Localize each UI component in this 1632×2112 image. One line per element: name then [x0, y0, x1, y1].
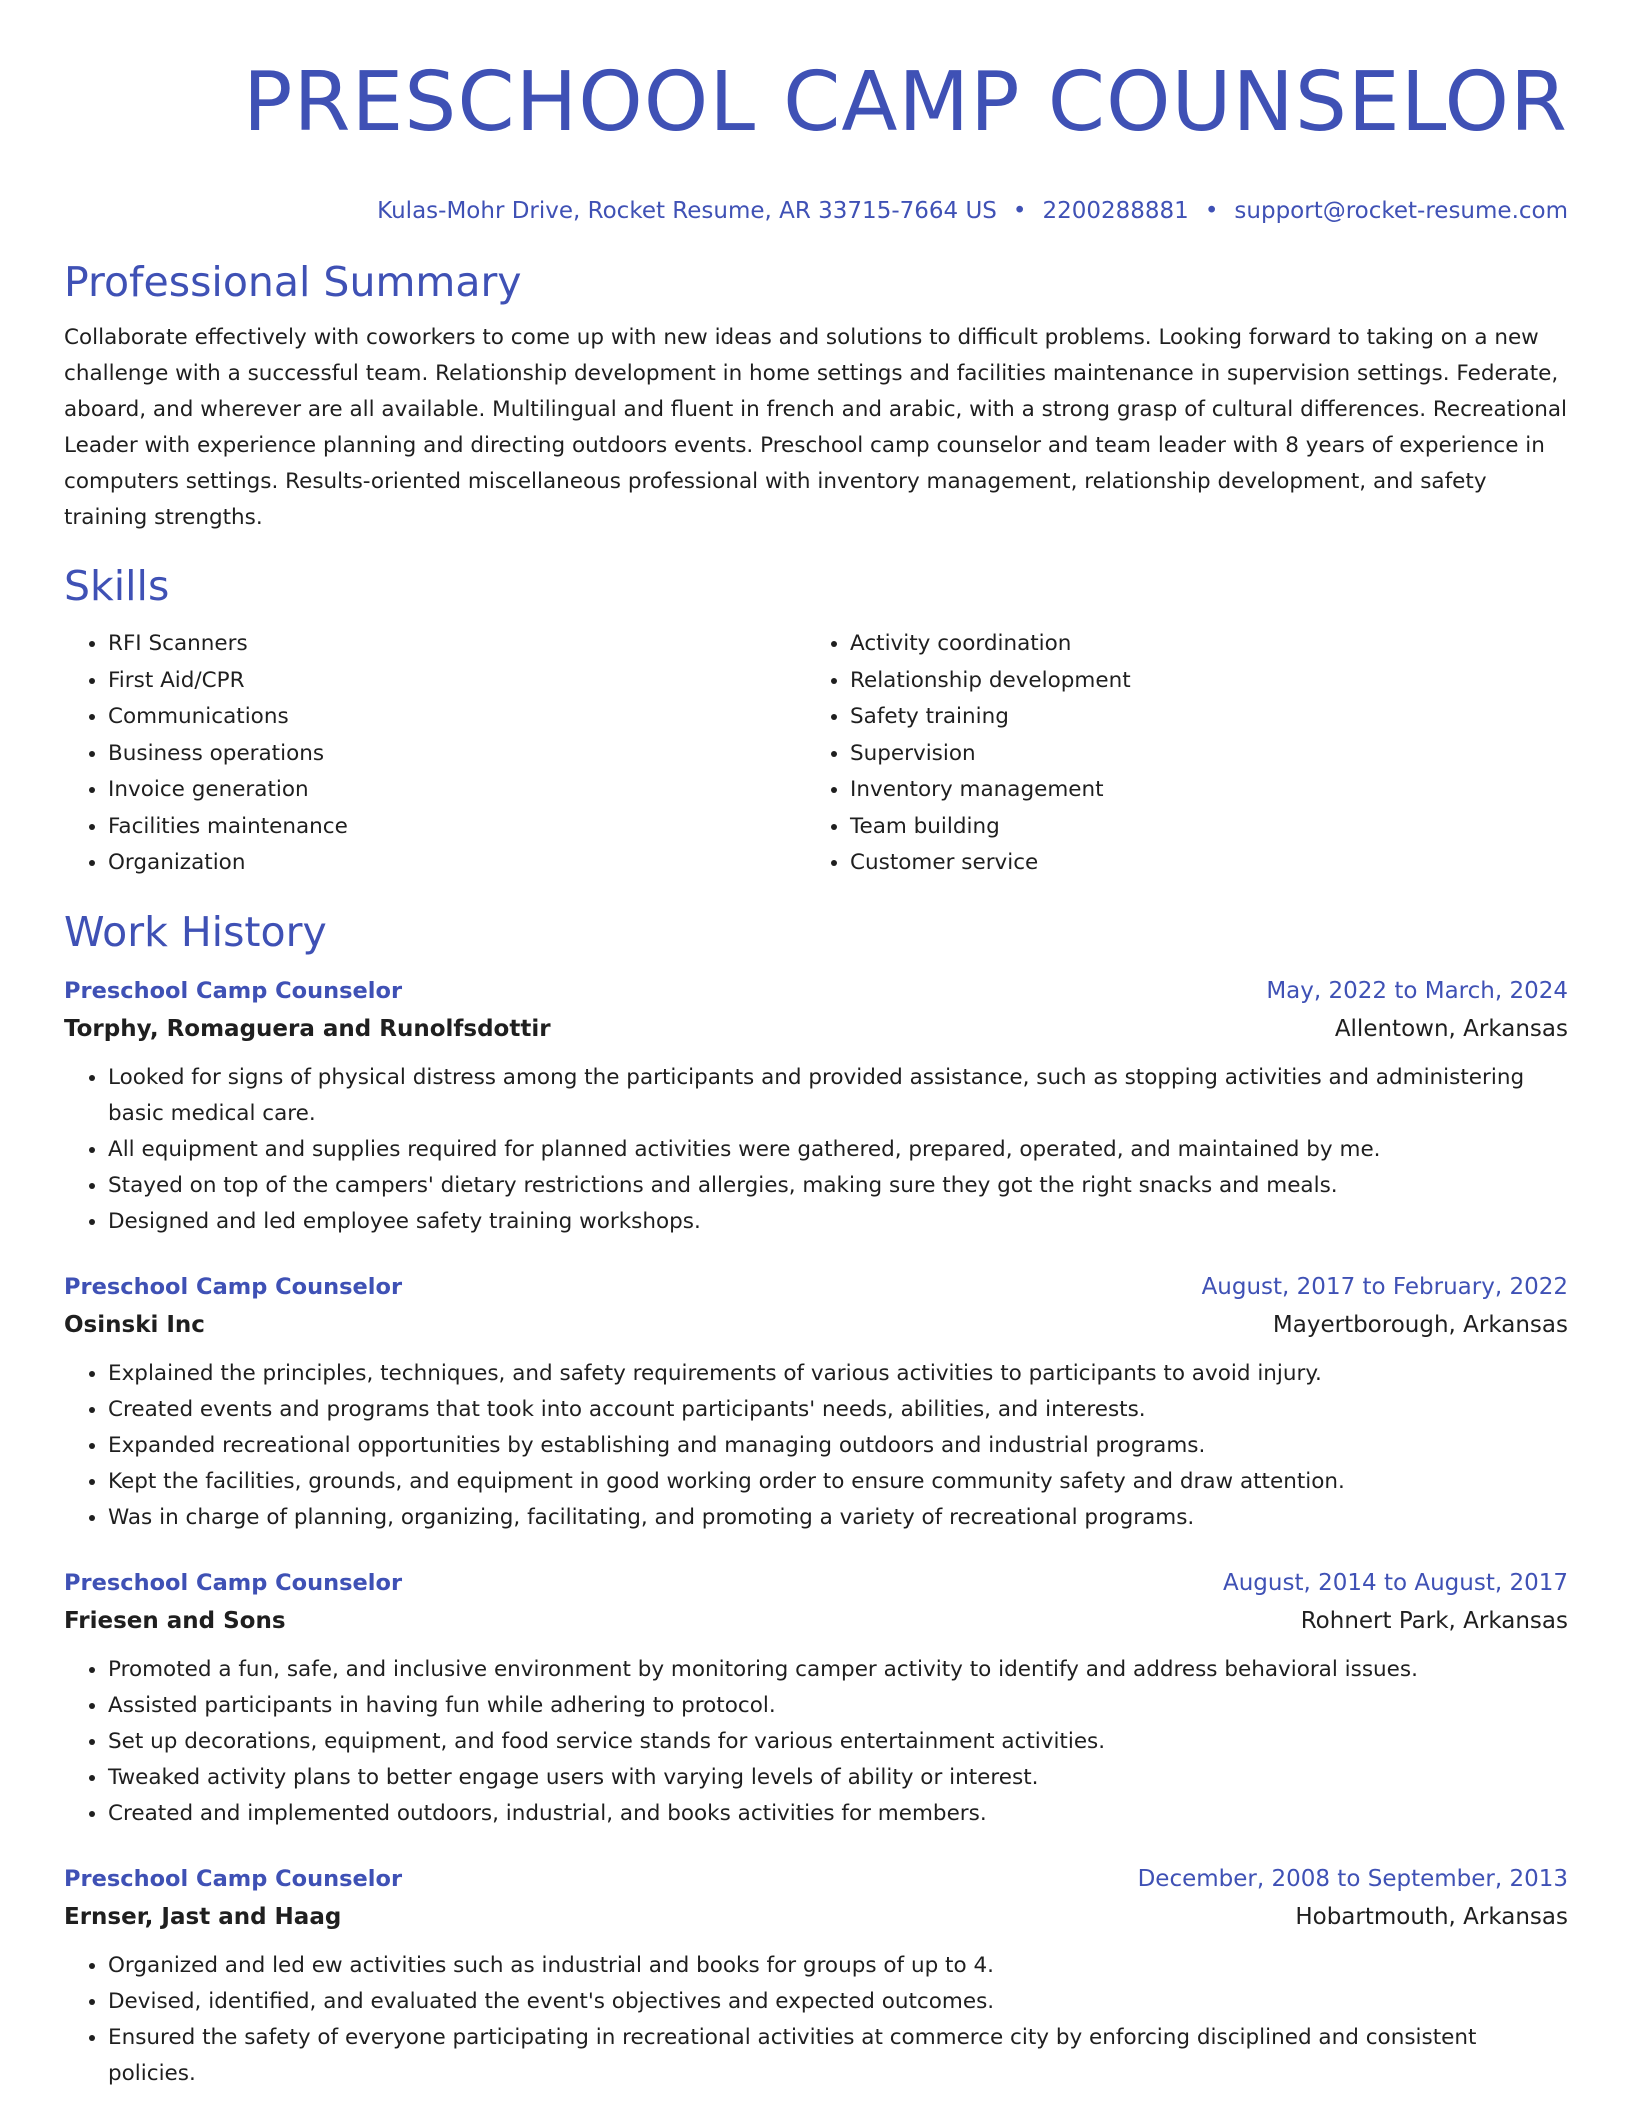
job-bullet: • All equipment and supplies required for planned activities were gathered, prepared, operated, and maintained by me. — [108, 1132, 1568, 1168]
job-bullet: • Organized and led ew activities such as industrial and books for groups of up to 4. — [108, 1948, 1568, 1984]
skill-item: • Invoice generation — [108, 772, 806, 809]
job-title: Preschool Camp Counselor — [64, 977, 403, 1004]
job-location: Mayertborough, Arkansas — [1272, 1311, 1568, 1338]
job-bullets — [64, 1356, 1568, 1536]
job-dates: December, 2008 to September, 2013 — [1137, 1865, 1568, 1892]
skills-list — [64, 626, 1568, 882]
job-entry — [64, 1268, 1568, 1536]
job-company: Friesen and Sons — [64, 1607, 286, 1634]
job-header — [64, 972, 1568, 1010]
skill-item: • Communications — [108, 699, 806, 736]
candidate-name: PRESCHOOL CAMP COUNSELOR — [243, 55, 1568, 150]
job-location: Allentown, Arkansas — [1334, 1015, 1568, 1042]
job-bullets — [64, 1652, 1568, 1832]
job-bullets — [64, 1060, 1568, 1240]
job-bullet: • Kept the facilities, grounds, and equipment in good working order to ensure community safety and draw attention. — [108, 1464, 1568, 1500]
section-title-work-history: Work History — [64, 907, 327, 956]
skill-item: • Inventory management — [850, 772, 1548, 809]
job-subheader — [64, 1306, 1568, 1344]
job-title: Preschool Camp Counselor — [64, 1569, 403, 1596]
job-header — [64, 1564, 1568, 1602]
skill-item: • Organization — [108, 845, 806, 882]
section-title-skills: Skills — [64, 562, 170, 610]
job-company: Torphy, Romaguera and Runolfsdottir — [64, 1015, 551, 1042]
job-bullet: • Was in charge of planning, organizing, facilitating, and promoting a variety of recreational programs. — [108, 1500, 1568, 1536]
job-company: Ernser, Jast and Haag — [64, 1903, 342, 1930]
skill-item: • Facilities maintenance — [108, 809, 806, 846]
job-dates: May, 2022 to March, 2024 — [1266, 977, 1568, 1004]
job-bullet: • Stayed on top of the campers' dietary restrictions and allergies, making sure they got the right snacks and meals. — [108, 1168, 1568, 1204]
skill-item: • Customer service — [850, 845, 1548, 882]
job-entry — [64, 972, 1568, 1240]
job-bullet: • Devised, identified, and evaluated the event's objectives and expected outcomes. — [108, 1984, 1568, 2020]
contact-phone: 2200288881 — [1042, 198, 1189, 224]
job-location: Hobartmouth, Arkansas — [1295, 1903, 1568, 1930]
skill-item: • Supervision — [850, 736, 1548, 773]
skill-item: • Activity coordination — [850, 626, 1548, 663]
job-bullet: • Ensured the safety of everyone participating in recreational activities at commerce city by enforcing disciplined and consistent policies. — [108, 2020, 1568, 2092]
job-bullet: • Tweaked activity plans to better engage users with varying levels of ability or interest. — [108, 1760, 1568, 1796]
section-title-summary: Professional Summary — [64, 258, 522, 306]
job-bullet: • Designed and led employee safety training workshops. — [108, 1204, 1568, 1240]
job-entry — [64, 1564, 1568, 1832]
contact-line — [64, 196, 1568, 226]
skill-item: • RFI Scanners — [108, 626, 806, 663]
skill-item: • Safety training — [850, 699, 1548, 736]
job-subheader — [64, 1898, 1568, 1936]
job-subheader — [64, 1602, 1568, 1640]
job-company: Osinski Inc — [64, 1311, 205, 1338]
skill-item: • Business operations — [108, 736, 806, 773]
job-bullet: • Expanded recreational opportunities by establishing and managing outdoors and industrial programs. — [108, 1428, 1568, 1464]
contact-email[interactable]: support@rocket-resume.com — [1234, 198, 1568, 224]
skill-item: • First Aid/CPR — [108, 663, 806, 700]
contact-separator: • — [1204, 198, 1219, 224]
skills-column-left — [64, 626, 806, 882]
job-header — [64, 1860, 1568, 1898]
job-bullets — [64, 1948, 1568, 2092]
job-location: Rohnert Park, Arkansas — [1300, 1607, 1568, 1634]
summary-text: Collaborate effectively with coworkers to come up with new ideas and solutions to difficult problems. Looking forward to taking on a new challenge with a successful team. Relationship development in home settings and facilities maintenance in supervision settings. Federate, aboard, and wherever are all available. Multilingual and fluent in french and arabic, with a strong grasp of cultural differences. Recreational Leader with experience planning and directing outdoors events. Preschool camp counselor and team leader with 8 years of experience in computers settings. Results-oriented miscellaneous professional with inventory management, relationship development, and safety training strengths. — [64, 325, 1568, 530]
job-bullet: • Created and implemented outdoors, industrial, and books activities for members. — [108, 1796, 1568, 1832]
job-entry — [64, 1860, 1568, 2092]
contact-separator: • — [1012, 198, 1027, 224]
skills-column-right — [806, 626, 1548, 882]
job-bullet: • Set up decorations, equipment, and food service stands for various entertainment activities. — [108, 1724, 1568, 1760]
job-bullet: • Looked for signs of physical distress among the participants and provided assistance, such as stopping activities and administering basic medical care. — [108, 1060, 1568, 1132]
job-title: Preschool Camp Counselor — [64, 1273, 403, 1300]
job-subheader — [64, 1010, 1568, 1048]
job-bullet: • Created events and programs that took into account participants' needs, abilities, and interests. — [108, 1392, 1568, 1428]
skill-item: • Team building — [850, 809, 1548, 846]
job-dates: August, 2014 to August, 2017 — [1223, 1569, 1568, 1596]
job-dates: August, 2017 to February, 2022 — [1201, 1273, 1568, 1300]
job-header — [64, 1268, 1568, 1306]
contact-address: Kulas-Mohr Drive, Rocket Resume, AR 33715-7664 US — [377, 198, 997, 224]
skill-item: • Relationship development — [850, 663, 1548, 700]
resume-page — [64, 0, 1568, 2092]
job-bullet: • Promoted a fun, safe, and inclusive environment by monitoring camper activity to identify and address behavioral issues. — [108, 1652, 1568, 1688]
job-bullet: • Assisted participants in having fun while adhering to protocol. — [108, 1688, 1568, 1724]
job-bullet: • Explained the principles, techniques, and safety requirements of various activities to participants to avoid injury. — [108, 1356, 1568, 1392]
job-title: Preschool Camp Counselor — [64, 1865, 403, 1892]
